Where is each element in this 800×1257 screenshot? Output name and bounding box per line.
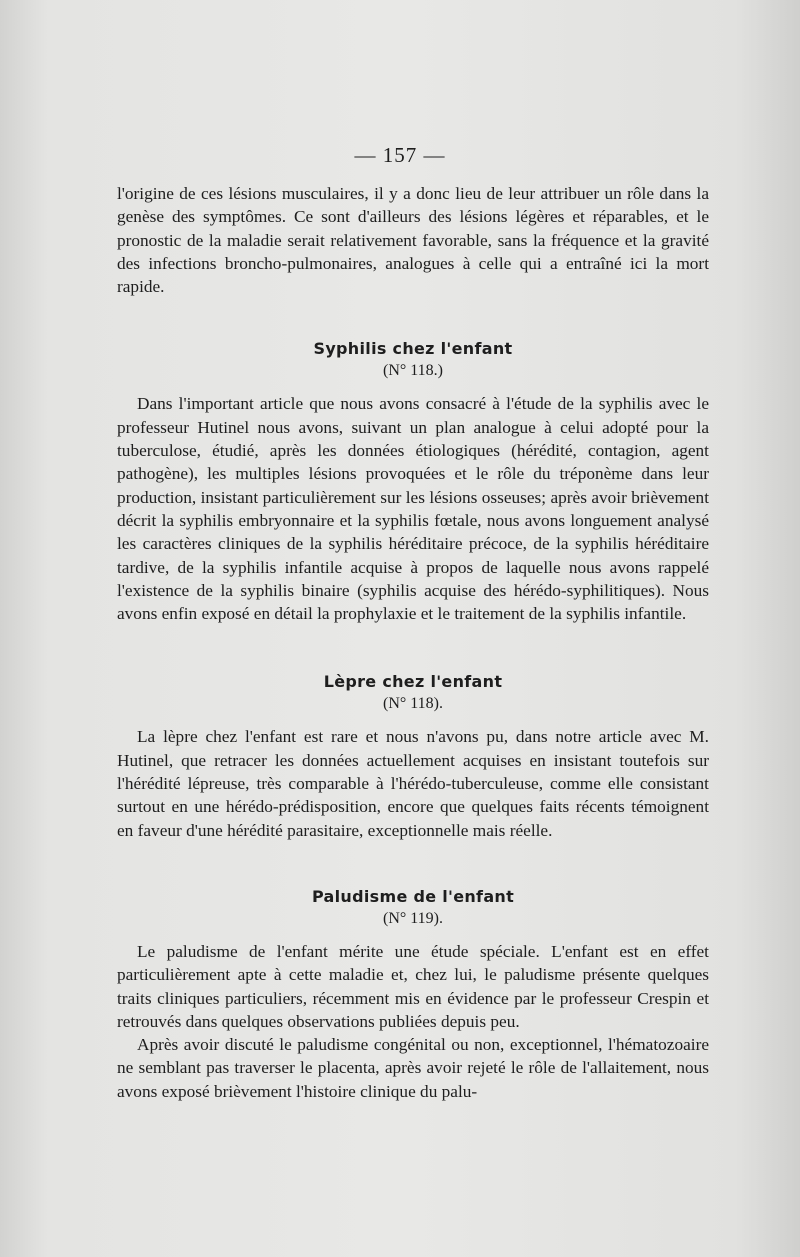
section-ref-paludisme: (N° 119). bbox=[382, 909, 443, 927]
section-title-paludisme: Paludisme de l'enfant bbox=[311, 886, 515, 906]
paludisme-paragraph-2: Après avoir discuté le paludisme congénital ou non, exceptionnel, l'hématozoaire ne semblant pas traverser le placenta, après avoir rejeté le rôle de l'allaitement, nous avons exposé brièvement l'histoire clinique du palu- bbox=[117, 1035, 709, 1101]
page-body bbox=[117, 182, 709, 1103]
section-ref-lepre: (N° 118). bbox=[382, 695, 443, 713]
page-number: — 157 — bbox=[354, 143, 446, 167]
section-title-lepre: Lèpre chez l'enfant bbox=[323, 672, 503, 692]
section-title-syphilis: Syphilis chez l'enfant bbox=[313, 339, 513, 359]
paludisme-paragraph-1: Le paludisme de l'enfant mérite une étude spéciale. L'enfant est en effet particulièrement apte à cette maladie et, chez lui, le paludisme présente quelques traits cliniques particuliers, récemment mis en évidence par le professeur Crespin et retrouvés dans quelques observations publiées depuis peu. bbox=[117, 941, 709, 1031]
intro-paragraph: l'origine de ces lésions musculaires, il y a donc lieu de leur attribuer un rôle dans la genèse des symptômes. Ce sont d'ailleurs des lésions légères et réparables, et le pronostic de la maladie serait relativement favorable, sans la fréquence et la gravité des infections broncho-pulmonaires, analogues à celle qui a entraîné ici la mort rapide. bbox=[117, 184, 709, 297]
lepre-paragraph: La lèpre chez l'enfant est rare et nous n'avons pu, dans notre article avec M. Hutinel, que retracer les données actuellement acquises en insistant toutefois sur l'hérédité lépreuse, très comparable à l'hérédo-tuberculeuse, comme elle consistant surtout en une hérédo-prédisposition, encore que quelques faits récents témoignent en faveur d'une hérédité parasitaire, exceptionnelle mais réelle. bbox=[117, 727, 709, 840]
section-ref-syphilis: (N° 118.) bbox=[382, 362, 443, 380]
syphilis-paragraph: Dans l'important article que nous avons consacré à l'étude de la syphilis avec le professeur Hutinel nous avons, suivant un plan analogue à celui adopté pour la tuberculose, étudié, après les données étiologiques (hérédité, contagion, agent pathogène), les multiples lésions provoquées et le rôle du tréponème dans leur production, insistant particulièrement sur les lésions osseuses; après avoir brièvement décrit la syphilis embryonnaire et la syphilis fœtale, nous avons longuement analysé les caractères cliniques de la syphilis héréditaire précoce, de la syphilis héréditaire tardive, de la syphilis infantile acquise à propos de laquelle nous avons rappelé l'existence de la syphilis binaire (syphilis acquise des hérédo-syphilitiques). Nous avons enfin exposé en détail la prophylaxie et le traitement de la syphilis infantile. bbox=[117, 394, 709, 624]
